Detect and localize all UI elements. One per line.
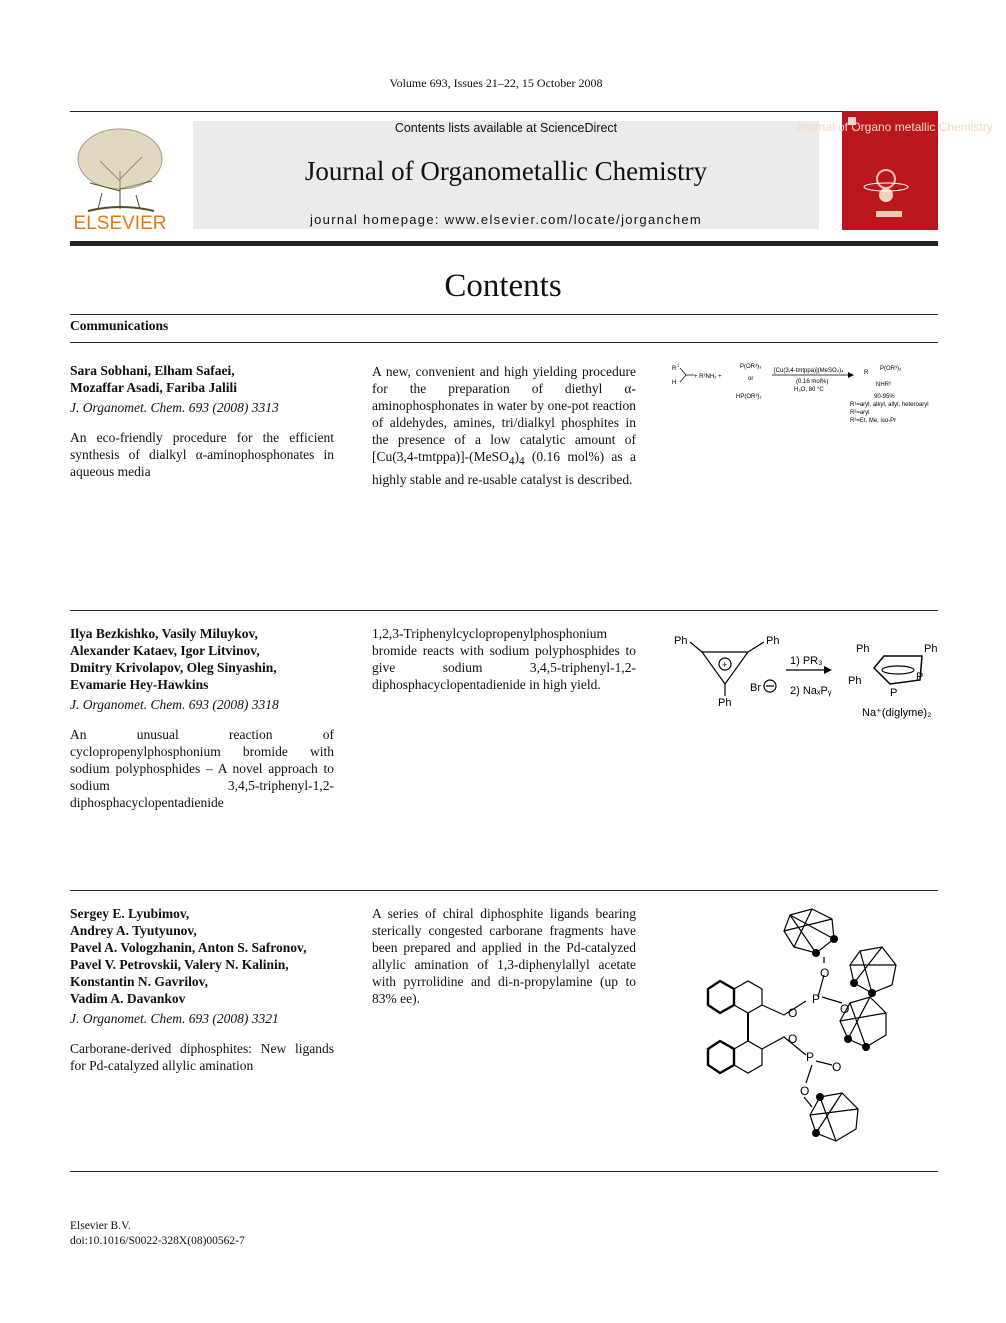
svg-text:HP(OR³)₂: HP(OR³)₂ — [736, 394, 762, 400]
svg-text:Ph: Ph — [924, 643, 938, 655]
svg-text:O: O — [788, 1006, 798, 1020]
svg-text:90-95%: 90-95% — [874, 394, 895, 400]
elsevier-wordmark: ELSEVIER — [73, 213, 167, 234]
entry-3-title[interactable]: Carborane-derived diphosphites: New ligands for Pd-catalyzed allylic amination — [70, 1041, 334, 1073]
svg-text:P(OR³)₃: P(OR³)₃ — [740, 364, 762, 370]
section-rule-top — [70, 314, 938, 315]
entry-1-authors: Sara Sobhani, Elham Safaei, Mozaffar Asadi, Fariba Jalili — [70, 363, 237, 395]
svg-text:P(OR³)₂: P(OR³)₂ — [880, 366, 902, 372]
svg-text:2) NaₓPᵧ: 2) NaₓPᵧ — [790, 685, 832, 697]
svg-text:Ph: Ph — [856, 643, 870, 655]
cover-title: Journal of Organo metallic Chemistry — [795, 120, 993, 134]
scheme1-h: H — [672, 380, 677, 386]
svg-text:Br: Br — [750, 682, 761, 694]
entry-2-abstract: 1,2,3-Triphenylcyclopropenylphosphonium bromide reacts with sodium polyphosphides to give sodium 3,4,5-triphenyl-1,2-diphosphacyclopentadienide in high yield. — [372, 626, 636, 692]
svg-text:P: P — [916, 671, 924, 683]
entry-2-authors: Ilya Bezkishko, Vasily Miluykov, Alexander Kataev, Igor Litvinov, Dmitry Krivolapov, Oleg Sinyashin, Evamarie Hey-Hawkins — [70, 626, 277, 692]
svg-text:or: or — [748, 376, 754, 382]
scheme1-amine: + R²NH₂ + — [694, 374, 722, 380]
svg-text:1: 1 — [677, 363, 680, 368]
svg-text:O: O — [840, 1002, 850, 1016]
svg-text:R¹=aryl, alkyl, allyl, heteroa: R¹=aryl, alkyl, allyl, heteroaryl — [850, 402, 929, 408]
entry-3-authors: Sergey E. Lyubimov, Andrey A. Tyutyunov, Pavel A. Vologzhanin, Anton S. Safronov, Pavel V. Petrovskii, Valery N. Kalinin, Konstantin N. Gavrilov, Vadim A. Davankov — [70, 906, 307, 1006]
scheme1-r1: R — [672, 366, 677, 372]
svg-text:Ph: Ph — [766, 635, 780, 647]
entry-divider-1 — [70, 610, 938, 611]
entry-2-title[interactable]: An unusual reaction of cyclopropenylphosphonium bromide with sodium polyphosphides – A novel approach to sodium 3,4,5-triphenyl-1,2-diphosphacyclopentadienide — [70, 727, 334, 810]
entry-3-scheme — [700, 905, 900, 1150]
svg-text:Ph: Ph — [718, 697, 732, 709]
svg-text:H₂O, 80 °C: H₂O, 80 °C — [794, 387, 824, 393]
svg-text:O: O — [820, 966, 830, 980]
svg-text:Na⁺(diglyme)₂: Na⁺(diglyme)₂ — [862, 707, 932, 719]
header-rule-top — [70, 111, 938, 112]
svg-text:R²=aryl: R²=aryl — [850, 410, 870, 416]
entry-1-citation[interactable]: J. Organomet. Chem. 693 (2008) 3313 — [70, 400, 279, 415]
sciencedirect-line[interactable]: Contents lists available at ScienceDirect — [394, 121, 618, 135]
svg-text:R³=Et, Me, iso-Pr: R³=Et, Me, iso-Pr — [850, 418, 897, 424]
svg-text:R: R — [864, 370, 869, 376]
section-heading: Communications — [70, 318, 169, 333]
footer — [70, 1219, 245, 1249]
svg-text:NHR²: NHR² — [876, 382, 891, 388]
journal-title: Journal of Organometallic Chemistry — [304, 156, 708, 186]
entry-3-citation[interactable]: J. Organomet. Chem. 693 (2008) 3321 — [70, 1011, 279, 1026]
header-rule-thick — [70, 241, 938, 246]
footer-publisher: Elsevier B.V. — [70, 1220, 131, 1232]
entry-3-abstract: A series of chiral diphosphite ligands bearing sterically congested carborane fragments have been prepared and applied in the Pd-catalyzed allylic amination of 1,3-diphenylallyl acetate with pyrrolidine and di-n-propylamine (up to 83% ee). — [372, 906, 636, 1006]
entry-2-citation[interactable]: J. Organomet. Chem. 693 (2008) 3318 — [70, 697, 279, 712]
svg-text:P: P — [890, 687, 898, 699]
svg-text:O: O — [788, 1032, 798, 1046]
svg-text:P: P — [812, 992, 821, 1006]
cation-symbol: + — [722, 660, 728, 670]
entry-2-scheme — [668, 628, 940, 727]
entry-1-abstract: A new, convenient and high yielding procedure for the preparation of diethyl α-aminophosphonates in water by one-pot reaction of aldehydes, amines, tri/dialkyl phosphites in the presence of a low catalytic amount of $[Cu(3,4-tmtppa)]-(MeSO_4)_4$ (0.16 mol%) as a highly stable and re-usable catalyst is described. — [372, 364, 636, 487]
svg-text:Ph: Ph — [674, 635, 688, 647]
svg-text:1) PR₃: 1) PR₃ — [790, 655, 823, 667]
journal-cover-image — [795, 111, 993, 230]
entry-1-title[interactable]: An eco-friendly procedure for the efficient synthesis of dialkyl α-aminophosphonates in aqueous media — [70, 430, 334, 479]
journal-homepage[interactable]: journal homepage: www.elsevier.com/locate/jorganchem — [309, 212, 703, 227]
svg-text:(0.16 mol%): (0.16 mol%) — [796, 379, 829, 385]
elsevier-logo — [70, 121, 170, 233]
svg-text:O: O — [832, 1060, 842, 1074]
svg-text:Ph: Ph — [848, 675, 862, 687]
entry-divider-2 — [70, 890, 938, 891]
svg-text:O: O — [800, 1084, 810, 1098]
svg-text:[Cu(3,4-tmtppa)](MeSO₄)₄: [Cu(3,4-tmtppa)](MeSO₄)₄ — [774, 368, 844, 374]
volume-line: Volume 693, Issues 21–22, 15 October 2008 — [389, 76, 603, 90]
footer-doi[interactable]: doi:10.1016/S0022-328X(08)00562-7 — [70, 1235, 245, 1247]
entry-divider-3 — [70, 1171, 938, 1172]
svg-text:P: P — [806, 1050, 815, 1064]
page-title: Contents — [444, 268, 562, 304]
entry-1-scheme — [668, 358, 940, 435]
section-rule-bottom — [70, 342, 938, 343]
